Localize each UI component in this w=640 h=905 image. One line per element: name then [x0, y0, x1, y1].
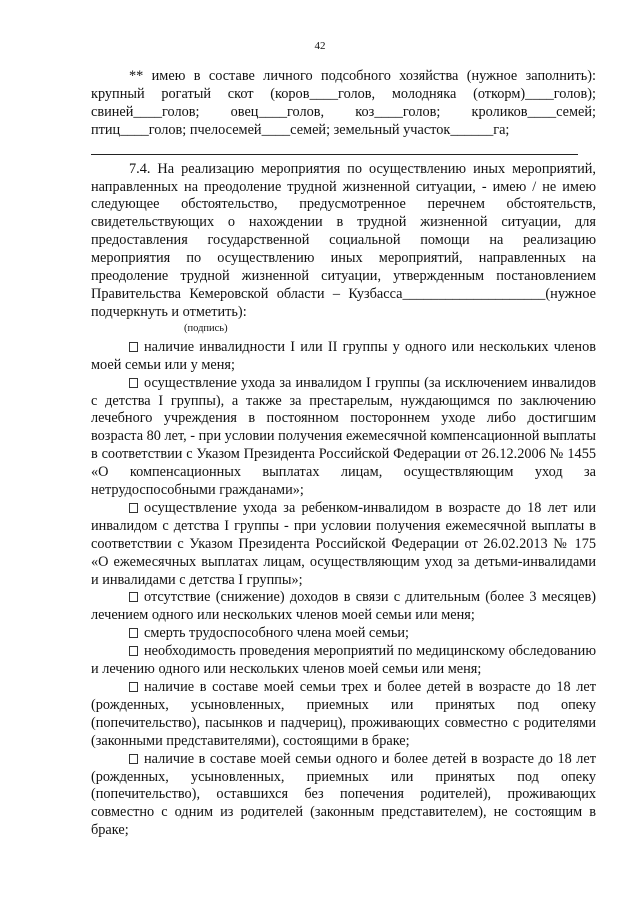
- list-item-text: смерть трудоспособного члена моей семьи;: [144, 625, 409, 642]
- checkbox-icon[interactable]: [129, 646, 138, 656]
- checkbox-icon[interactable]: [129, 754, 138, 764]
- list-item: [91, 500, 596, 590]
- list-item-text: наличие в составе моей семьи одного и более детей в возрасте до 18 лет (рожденных, усыновленных, приемных или принятых под опеку (попечительство), оставшихся без попечения родителей), проживающих совместно с одним из родителей (законным представителем), не состоящим в браке;: [91, 750, 596, 839]
- list-item-text: наличие инвалидности I или II группы у одного или нескольких членов моей семьи или у меня;: [91, 338, 596, 373]
- signature-caption: (подпись): [184, 322, 228, 334]
- clause-7-4-paragraph: 7.4. На реализацию мероприятия по осуществлению иных мероприятий, направленных на преодоление трудной жизненной ситуации, - имею / не имею следующее обстоятельство, предусмотренное перечнем обстоятельств, свидетельствующих о нахождении в трудной жизненной ситуации, для предоставления государственной социальной помощи на реализацию мероприятия по осуществлению иных мероприятий, направленных на преодоление трудной жизненной ситуации, утвержденным постановлением Правительства Кемеровской области – Кузбасса____________________(нужное подчеркнуть и отметить):: [91, 160, 596, 320]
- page-number: 42: [314, 40, 326, 52]
- list-item: [91, 339, 596, 375]
- list-item-text: необходимость проведения мероприятий по медицинскому обследованию и лечению одного или нескольких членов моей семьи или меня;: [91, 643, 596, 678]
- checkbox-icon[interactable]: [129, 503, 138, 513]
- list-item-text: осуществление ухода за ребенком-инвалидом в возрасте до 18 лет или инвалидом с детства I группы - при условии получения ежемесячной выплаты в соответствии с Указом Президента Российской Федерации от 26.02.2013 № 175 «О ежемесячных выплатах лицам, осуществляющим уход за детьми-инвалидами и инвалидами с детства I группы»;: [91, 499, 596, 588]
- list-item: [91, 625, 596, 643]
- livestock-paragraph: ** имею в составе личного подсобного хозяйства (нужное заполнить): крупный рогатый скот (коров____голов, молодняка (откорм)____голов); свиней____голов; овец____голов, коз____голов; кроликов____семей; птиц____голов; пчелосемей____семей; земельный участок______га;: [91, 68, 596, 138]
- checkbox-icon[interactable]: [129, 682, 138, 692]
- list-item: [91, 643, 596, 679]
- blank-fill-line: [91, 140, 578, 155]
- list-item: [91, 679, 596, 751]
- checkbox-icon[interactable]: [129, 342, 138, 352]
- document-body: [91, 68, 596, 840]
- checkbox-icon[interactable]: [129, 592, 138, 602]
- list-item-text: наличие в составе моей семьи трех и более детей в возрасте до 18 лет (рожденных, усыновленных, приемных или принятых под опеку (попечительство), пасынков и падчериц), проживающих совместно с родителями (законными представителями), состоящими в браке;: [91, 679, 596, 749]
- checkbox-icon[interactable]: [129, 628, 138, 638]
- checkbox-icon[interactable]: [129, 378, 138, 388]
- list-item: [91, 589, 596, 625]
- list-item: [91, 751, 596, 841]
- list-item-text: осуществление ухода за инвалидом I группы (за исключением инвалидов с детства I группы), а также за престарелым, нуждающимся по заключению лечебного учреждения в постоянном постороннем уходе либо достигшим возраста 80 лет, - при условии получения ежемесячной компенсационной выплаты в соответствии с Указом Президента Российской Федерации от 26.12.2006 № 1455 «О компенсационных выплатах лицам, осуществляющим уход за нетрудоспособными гражданами»;: [91, 374, 596, 499]
- list-item-text: отсутствие (снижение) доходов в связи с длительным (более 3 месяцев) лечением одного или нескольких членов моей семьи или меня;: [91, 589, 596, 624]
- list-item: [91, 375, 596, 500]
